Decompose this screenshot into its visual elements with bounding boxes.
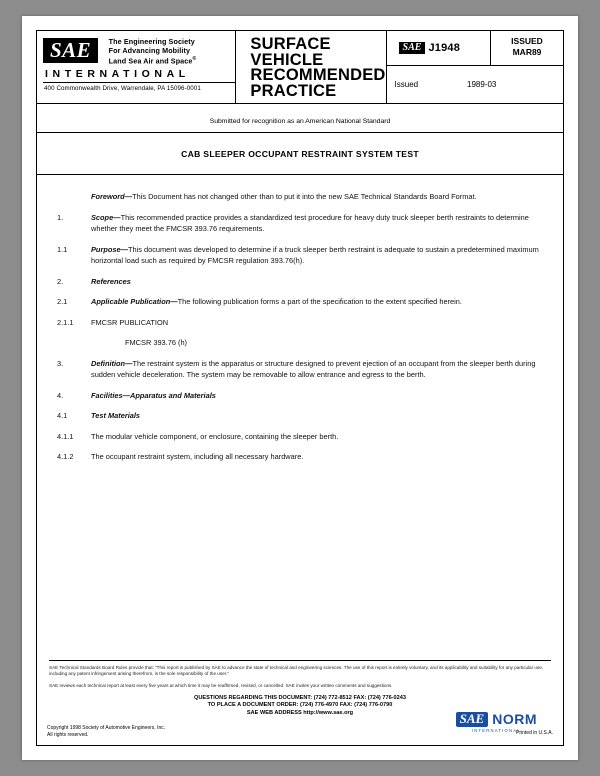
registered-mark: ® — [192, 56, 197, 63]
paragraph-number: 4.1 — [57, 411, 68, 420]
paragraph-body: The occupant restraint system, including all necessary hardware. — [91, 452, 304, 461]
sae-address: 400 Commonwealth Drive, Warrendale, PA 15096-0001 — [43, 82, 235, 92]
paragraph-body: The restraint system is the apparatus or structure designed to prevent ejection of an occupant from the sleeper berth during sudden vehicle deceleration. The system may be removable to allow entrance and egress to the berth. — [91, 358, 536, 379]
document-number: J1948 — [428, 42, 461, 54]
paragraph-number: 1.1 — [57, 244, 68, 254]
paragraph-lead: Applicable Publication— — [91, 297, 178, 306]
masthead — [37, 31, 563, 104]
paragraph-text — [91, 451, 545, 463]
footer-order-line: TO PLACE A DOCUMENT ORDER: (724) 776-4970 FAX: (724) 776-0790 — [207, 702, 393, 708]
paragraph-body: The following publication forms a part of the specification to the extent specified herein. — [177, 297, 462, 306]
paragraph-references — [57, 276, 545, 288]
paragraph-body: FMCSR PUBLICATION — [91, 317, 169, 327]
paragraph-text — [91, 390, 545, 402]
watermark-row — [456, 711, 537, 727]
paragraph-definition — [57, 358, 545, 381]
paragraph-facilities — [57, 390, 545, 402]
paragraph-body: The modular vehicle component, or enclosure, containing the sleeper berth. — [91, 431, 339, 441]
document-number-cell — [387, 31, 491, 65]
masthead-logo-block — [37, 31, 236, 103]
paragraph-lead: Foreword— — [91, 192, 133, 201]
footer-divider — [49, 660, 551, 661]
tagline-line-1: The Engineering Society — [108, 37, 195, 46]
paragraph-number: 1. — [57, 212, 64, 222]
paragraph-number — [57, 191, 91, 203]
status-badge — [491, 31, 563, 65]
copyright-block — [47, 725, 165, 739]
masthead-meta-top — [387, 31, 563, 66]
paragraph-body: This recommended practice provides a standardized test procedure for heavy duty truck sleeper berth restraints to determine whether they meet the FMCSR 393.76 requirements. — [91, 212, 529, 233]
paragraph-text — [91, 276, 545, 288]
paragraph-text — [91, 244, 545, 267]
paragraph-number: 2. — [57, 276, 64, 286]
footer-disclaimer-2: SAE reviews each technical report at least every five years at which time it may be reaffirmed, revised, or cancelled. SAE invites your written comments and suggestions. — [49, 682, 393, 688]
copyright-line-2: All rights reserved. — [47, 732, 89, 738]
sae-logo: SAE — [43, 38, 98, 63]
document-page — [22, 16, 578, 760]
paragraph-body: This document was developed to determine if a truck sleeper berth restraint is adequate to sustain a predetermined maximum horizontal load such as required by FMCSR regulation 393.76(h). — [91, 244, 539, 265]
paragraph-applicable-publication — [57, 296, 545, 308]
paragraph-number: 4. — [57, 390, 64, 400]
paragraph-text — [91, 212, 545, 235]
tagline-line-2: For Advancing Mobility — [108, 45, 191, 55]
paragraph-text — [91, 431, 545, 443]
paragraph-scope — [57, 212, 545, 235]
paragraph-modular-component — [57, 431, 545, 443]
paragraph-text — [91, 296, 545, 308]
paragraph-lead: Scope— — [91, 212, 121, 222]
footer-questions-line: QUESTIONS REGARDING THIS DOCUMENT: (724) 772-8512 FAX: (724) 776-0243 — [193, 694, 406, 701]
document-type-title — [236, 31, 386, 103]
status-label: ISSUED — [511, 36, 543, 46]
title-line-4: PRACTICE — [250, 81, 337, 100]
sae-tagline — [109, 35, 197, 66]
footer-web-address[interactable]: SAE WEB ADDRESS http://www.sae.org — [246, 709, 354, 716]
paragraph-test-materials — [57, 410, 545, 422]
watermark-sae-badge: SAE — [456, 712, 489, 727]
paragraph-lead: Facilities—Apparatus and Materials — [91, 390, 216, 400]
title-line-1: SURFACE — [250, 35, 331, 53]
paragraph-lead: Purpose— — [91, 244, 128, 254]
paragraph-text — [91, 410, 545, 422]
title-line-3: RECOMMENDED — [250, 66, 386, 84]
printed-in-label: Printed in U.S.A. — [516, 730, 553, 736]
paragraph-number: 4.1.2 — [57, 452, 74, 461]
page-title: CAB SLEEPER OCCUPANT RESTRAINT SYSTEM TEST — [37, 133, 563, 175]
masthead-meta-bottom — [387, 66, 563, 103]
paragraph-fmcsr-reference — [57, 337, 545, 349]
paragraph-lead: Test Materials — [91, 411, 141, 420]
paragraph-fmcsr-publication — [57, 317, 545, 329]
paragraph-lead: References — [91, 276, 131, 286]
paragraph-text — [91, 191, 545, 203]
sae-norm-watermark — [456, 711, 537, 733]
paragraph-text — [91, 358, 545, 381]
paragraph-restraint-system — [57, 451, 545, 463]
sae-international-label: INTERNATIONAL — [45, 68, 190, 81]
paragraph-number: 2.1.1 — [57, 317, 74, 327]
paragraph-number: 2.1 — [57, 297, 68, 306]
copyright-line-1: Copyright 1998 Society of Automotive Engineers, Inc. — [47, 725, 166, 731]
paragraph-body: This Document has not changed other than to put it into the new SAE Technical Standards Board Format. — [132, 192, 477, 201]
paragraph-number: 4.1.1 — [57, 431, 74, 441]
title-line-2: VEHICLE — [250, 50, 324, 69]
paragraph-number — [57, 337, 91, 349]
paragraph-number: 3. — [57, 358, 64, 368]
paragraph-foreword — [57, 191, 545, 203]
paragraph-text — [91, 317, 545, 329]
watermark-subtitle: INTERNATIONAL — [471, 728, 521, 733]
submitted-note: Submitted for recognition as an American National Standard — [209, 118, 391, 125]
masthead-meta-block — [387, 31, 563, 103]
watermark-word: NORM — [492, 711, 537, 727]
tagline-line-3: Land Sea Air and Space — [108, 56, 193, 66]
issued-label: Issued — [394, 80, 419, 89]
submitted-note-bar — [37, 104, 563, 133]
footer-disclaimer-1: SAE Technical Standards Board Rules provide that: “This report is published by SAE to advance the state of technical and engineering sciences. The use of this report is entirely voluntary, and its applicability and suitability for any particular use, including any patent infringement arising therefrom, is the sole responsibility of the user.” — [49, 664, 544, 676]
status-date: MAR89 — [512, 47, 542, 57]
sae-mini-logo: SAE — [399, 42, 426, 54]
issued-date: 1989-03 — [467, 80, 497, 89]
page-border — [36, 30, 564, 746]
document-body — [37, 175, 563, 463]
paragraph-purpose — [57, 244, 545, 267]
paragraph-lead: Definition— — [91, 358, 133, 368]
paragraph-text — [91, 337, 545, 349]
paragraph-body: FMCSR 393.76 (h) — [125, 338, 188, 347]
